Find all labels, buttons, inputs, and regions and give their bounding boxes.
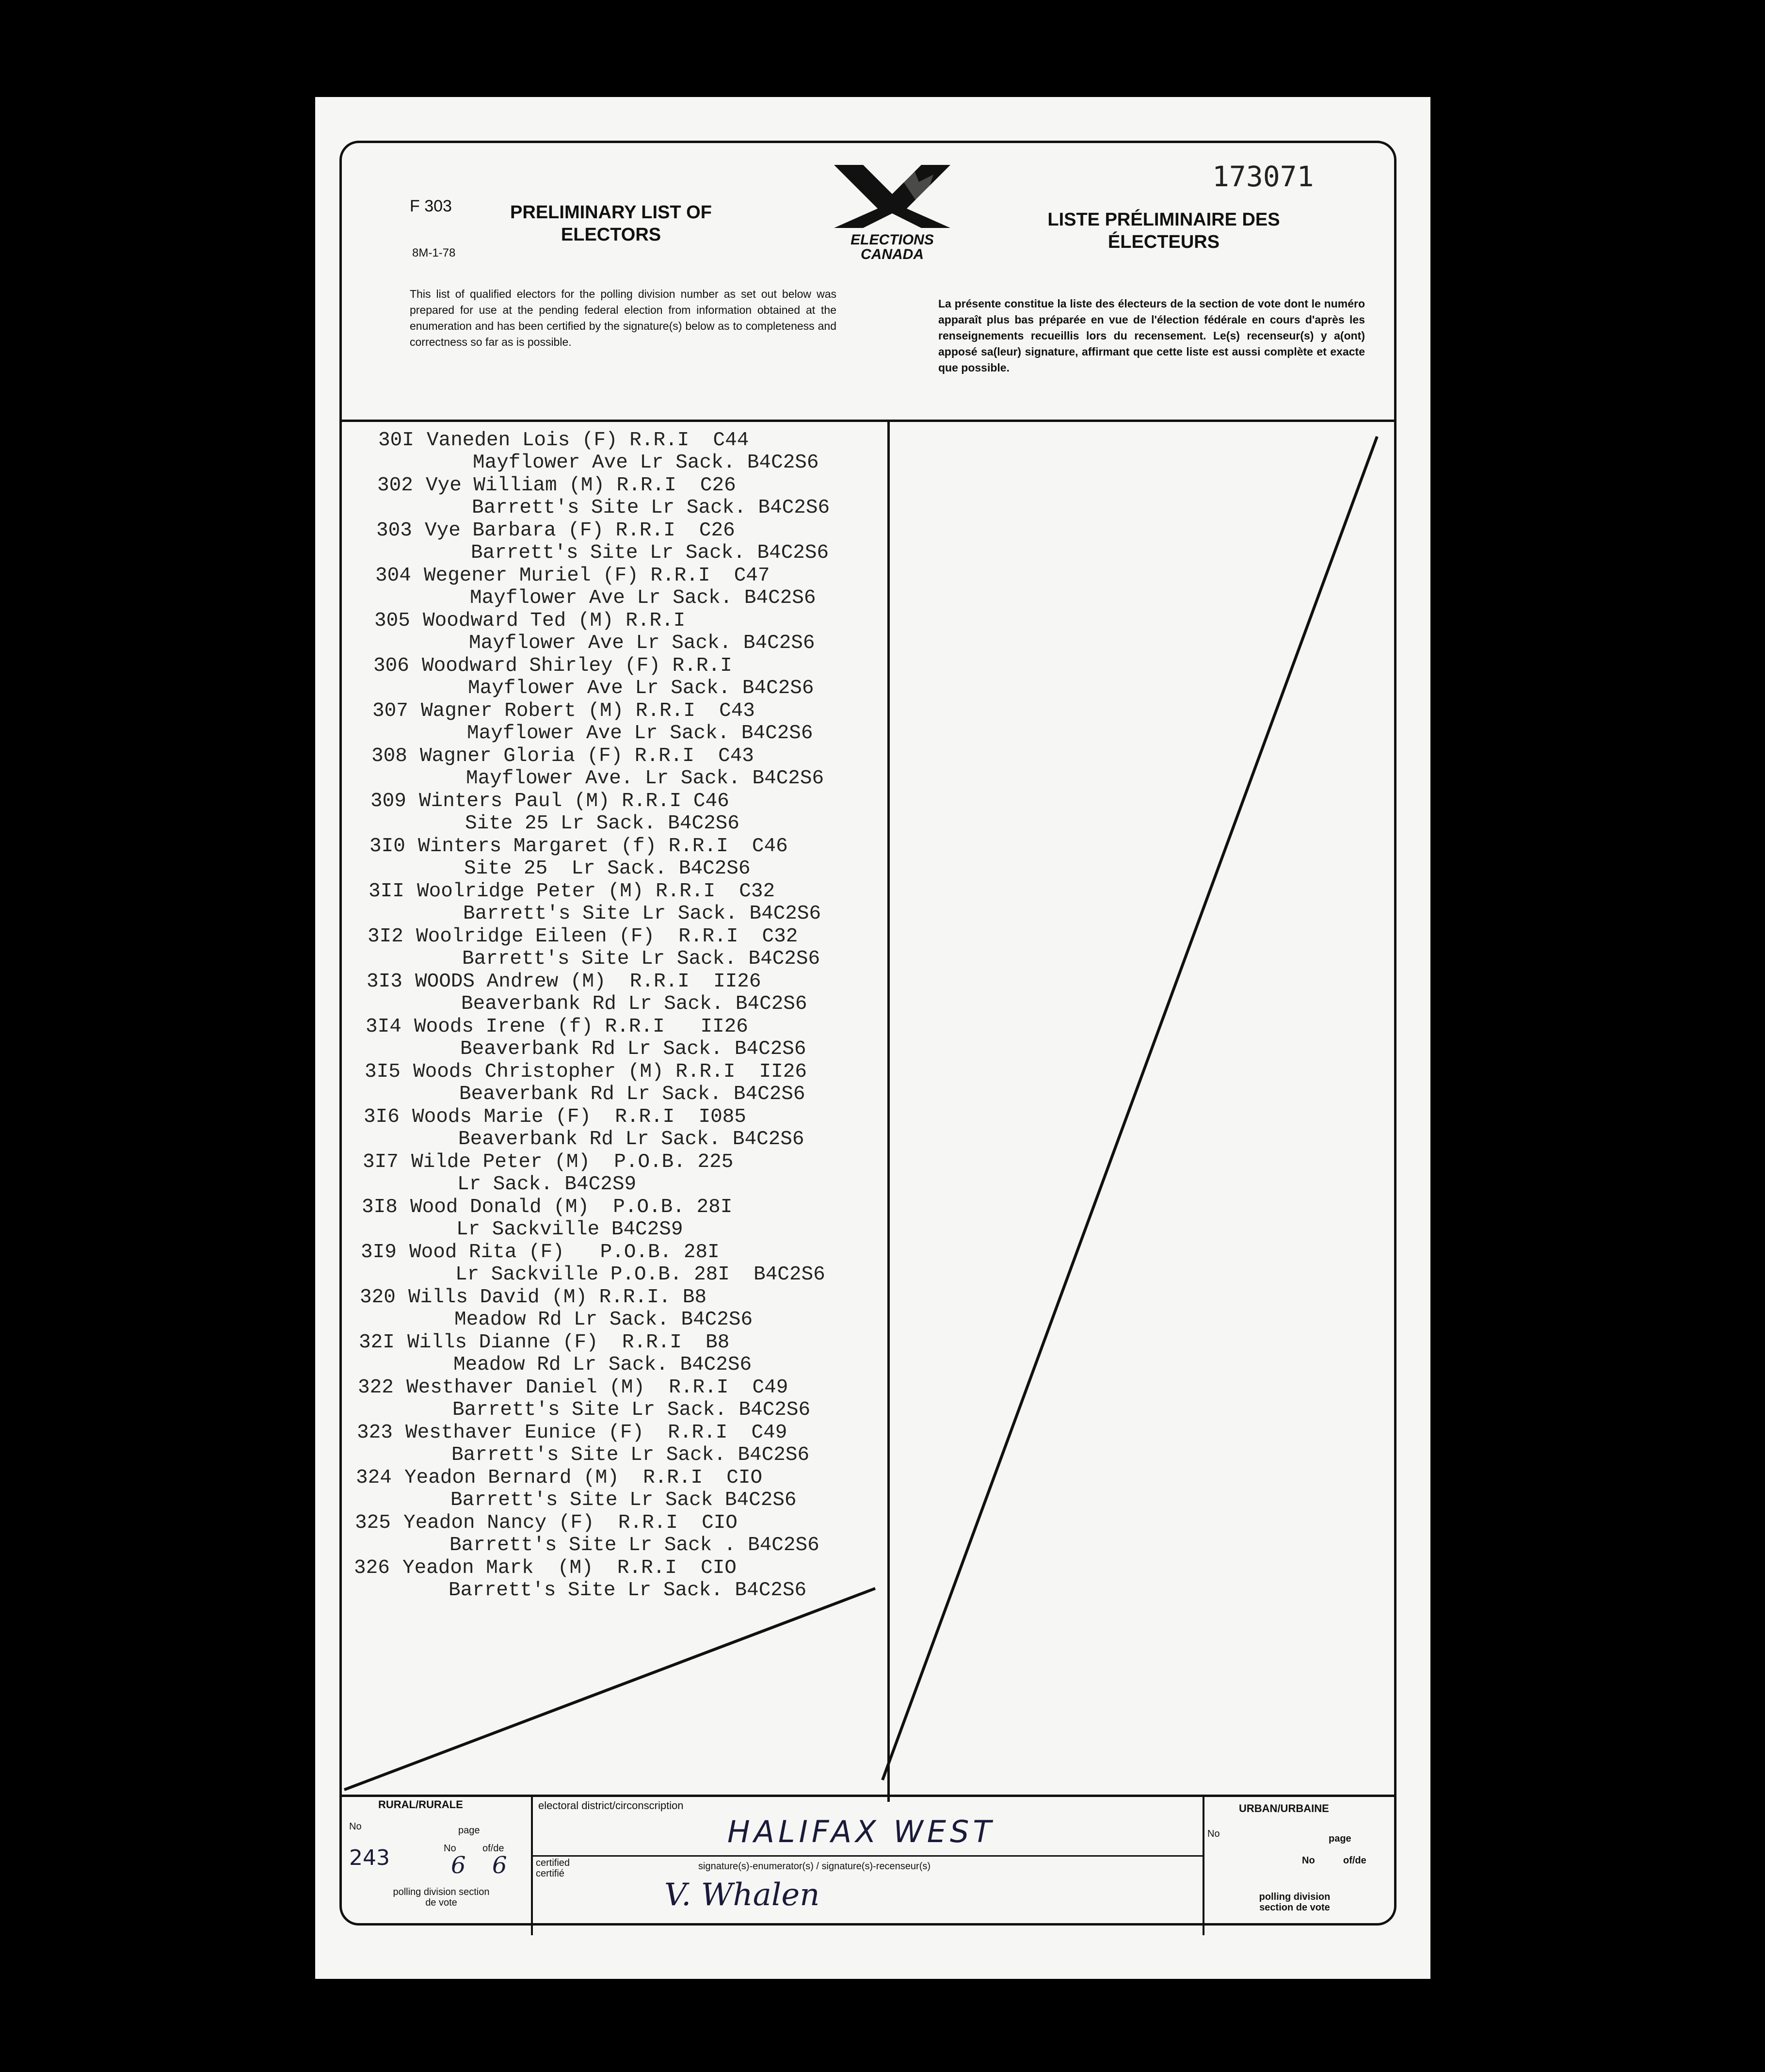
rural-polling-number: 243	[349, 1845, 390, 1870]
list-item: 3I7 Wilde Peter (M) P.O.B. 225 Lr Sack. B4C2S9	[363, 1151, 734, 1196]
form-date: 8M-1-78	[412, 246, 456, 259]
list-item: 30I Vaneden Lois (F) R.R.I C44 Mayflower Ave Lr Sack. B4C2S6	[378, 429, 819, 474]
list-item: 3II Woolridge Peter (M) R.R.I C32 Barrett's Site Lr Sack. B4C2S6	[369, 880, 821, 925]
list-item: 304 Wegener Muriel (F) R.R.I C47 Mayflower Ave Lr Sack. B4C2S6	[375, 565, 816, 609]
urban-page-no-label: No	[1302, 1855, 1315, 1866]
list-item: 3I6 Woods Marie (F) R.R.I I085 Beaverbank Rd Lr Sack. B4C2S6	[364, 1106, 804, 1150]
list-item: 3I4 Woods Irene (f) R.R.I II26 Beaverbank Rd Lr Sack. B4C2S6	[366, 1016, 806, 1060]
list-item: 320 Wills David (M) R.R.I. B8 Meadow Rd Lr Sack. B4C2S6	[360, 1286, 753, 1331]
list-item: 3I2 Woolridge Eileen (F) R.R.I C32 Barrett's Site Lr Sack. B4C2S6	[368, 925, 820, 970]
list-item: 3I0 Winters Margaret (f) R.R.I C46 Site 25 Lr Sack. B4C2S6	[369, 835, 788, 880]
list-item: 308 Wagner Gloria (F) R.R.I C43 Mayflower Ave. Lr Sack. B4C2S6	[371, 745, 824, 790]
rural-label: RURAL/RURALE	[378, 1798, 463, 1811]
list-item: 3I8 Wood Donald (M) P.O.B. 28I Lr Sackville B4C2S9	[362, 1196, 733, 1241]
rural-page-of-label: of/de	[482, 1843, 504, 1854]
rural-page-number: 6	[451, 1852, 466, 1879]
logo-text: ELECTIONS CANADA	[850, 232, 934, 262]
list-item: 305 Woodward Ted (M) R.R.I Mayflower Ave Lr Sack. B4C2S6	[374, 610, 815, 654]
footer-divider-rural	[531, 1795, 533, 1935]
district-label: electoral district/circonscription	[538, 1799, 684, 1812]
signature-label: signature(s)-enumerator(s) / signature(s)-recenseur(s)	[698, 1861, 931, 1872]
enumerator-signature: V. Whalen	[664, 1877, 820, 1913]
serial-number: 173071	[1212, 160, 1314, 193]
footer-divider-urban	[1203, 1795, 1204, 1935]
list-item: 3I3 WOODS Andrew (M) R.R.I II26 Beaverbank Rd Lr Sack. B4C2S6	[367, 971, 807, 1015]
urban-page-label: page	[1329, 1833, 1351, 1844]
elector-list-form	[315, 97, 1430, 1979]
rural-no-label: No	[349, 1821, 362, 1832]
title-fr: LISTE PRÉLIMINAIRE DES ÉLECTEURS	[1047, 210, 1280, 252]
description-fr: La présente constitue la liste des électeurs de la section de vote dont le numéro apparaît plus bas préparée en vue de l'élection fédérale en cours d'après les renseignements recueillis lors du recensement. Le(s) recenseur(s) y a(ont) apposé sa(leur) signature, affirmant que cette liste est aussi complète et exacte que possible.	[938, 297, 1365, 374]
footer-row-rule	[531, 1855, 1203, 1857]
list-item: 324 Yeadon Bernard (M) R.R.I CIO Barrett's Site Lr Sack B4C2S6	[356, 1467, 797, 1511]
district-value: HALIFAX WEST	[727, 1814, 995, 1849]
list-item: 3I5 Woods Christopher (M) R.R.I II26 Beaverbank Rd Lr Sack. B4C2S6	[365, 1061, 807, 1105]
list-item: 303 Vye Barbara (F) R.R.I C26 Barrett's Site Lr Sack. B4C2S6	[376, 519, 829, 564]
list-item: 306 Woodward Shirley (F) R.R.I Mayflower Ave Lr Sack. B4C2S6	[373, 655, 814, 699]
list-item: 322 Westhaver Daniel (M) R.R.I C49 Barrett's Site Lr Sack. B4C2S6	[358, 1376, 811, 1421]
list-item: 302 Vye William (M) R.R.I C26 Barrett's Site Lr Sack. B4C2S6	[377, 474, 830, 519]
list-item: 307 Wagner Robert (M) R.R.I C43 Mayflower Ave Lr Sack. B4C2S6	[372, 700, 813, 745]
form-code: F 303	[410, 197, 452, 215]
rural-polling-label: polling division section de vote	[393, 1887, 490, 1908]
rural-page-total: 6	[492, 1852, 507, 1879]
urban-no-label: No	[1207, 1829, 1220, 1839]
description-en: This list of qualified electors for the polling division number as set out below was prepared for use at the pending federal election from information obtained at the enumeration and has been certified by the signature(s) below as to completeness and correctness so far as is possible.	[410, 288, 836, 348]
certified-label: certified certifié	[536, 1858, 570, 1879]
rural-page-no-label: No	[444, 1843, 456, 1854]
list-item: 32I Wills Dianne (F) R.R.I B8 Meadow Rd Lr Sack. B4C2S6	[359, 1331, 752, 1376]
list-item: 326 Yeadon Mark (M) R.R.I CIO Barrett's Site Lr Sack. B4C2S6	[354, 1557, 807, 1602]
urban-label: URBAN/URBAINE	[1239, 1802, 1329, 1814]
rural-page-label: page	[458, 1825, 480, 1836]
list-item: 3I9 Wood Rita (F) P.O.B. 28I Lr Sackville P.O.B. 28I B4C2S6	[361, 1241, 825, 1286]
list-item: 325 Yeadon Nancy (F) R.R.I CIO Barrett's Site Lr Sack . B4C2S6	[355, 1512, 819, 1556]
list-item: 323 Westhaver Eunice (F) R.R.I C49 Barrett's Site Lr Sack. B4C2S6	[357, 1422, 810, 1466]
urban-page-of-label: of/de	[1343, 1855, 1366, 1866]
list-item: 309 Winters Paul (M) R.R.I C46 Site 25 Lr Sack. B4C2S6	[370, 790, 739, 835]
title-en: PRELIMINARY LIST OF ELECTORS	[510, 202, 712, 245]
urban-polling-label: polling division section de vote	[1259, 1892, 1331, 1913]
